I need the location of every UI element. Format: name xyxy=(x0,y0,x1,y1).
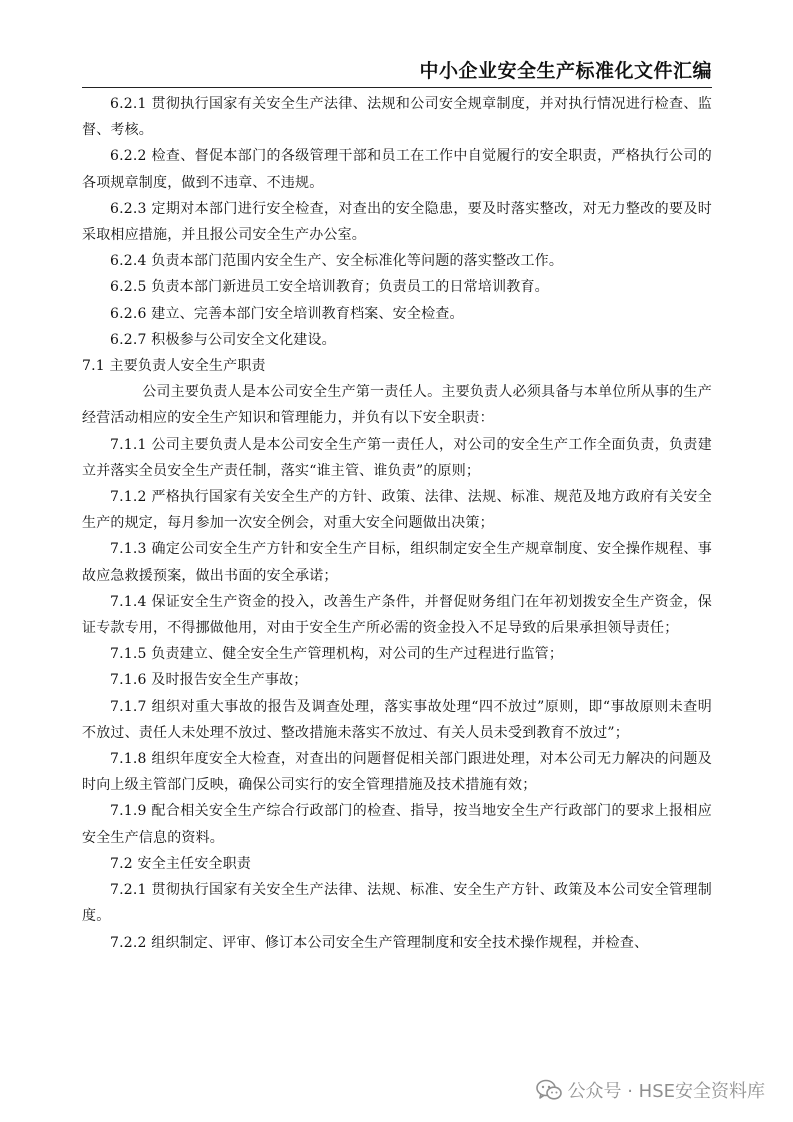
section-heading-7-1: 7.1 主要负责人安全生产职责 xyxy=(82,358,266,375)
paragraph-7-1-intro: 公司主要负责人是本公司安全生产第一责任人。主要负责人必须具备与本单位所从事的生产经营活动相应的安全生产知识和管理能力，并负有以下安全职责： xyxy=(82,384,712,427)
document-header-title: 中小企业安全生产标准化文件汇编 xyxy=(419,60,712,82)
paragraph-7-1-6: 7.1.6 及时报告安全生产事故； xyxy=(110,672,308,689)
paragraph-6-2-1: 6.2.1 贯彻执行国家有关安全生产法律、法规和公司安全规章制度，并对执行情况进行检查、监督、考核。 xyxy=(82,96,712,139)
header-divider xyxy=(82,87,712,88)
paragraph-7-1-3: 7.1.3 确定公司安全生产方针和安全生产目标，组织制定安全生产规章制度、安全操作规程、事故应急救援预案，做出书面的安全承诺； xyxy=(82,541,712,584)
paragraph-6-2-5: 6.2.5 负责本部门新进员工安全培训教育；负责员工的日常培训教育。 xyxy=(110,279,549,296)
paragraph-6-2-4: 6.2.4 负责本部门范围内安全生产、安全标准化等问题的落实整改工作。 xyxy=(110,253,564,270)
paragraph-6-2-3: 6.2.3 定期对本部门进行安全检查，对查出的安全隐患，要及时落实整改，对无力整改的要及时采取相应措施，并且报公司安全生产办公室。 xyxy=(82,200,712,244)
watermark xyxy=(536,1078,766,1102)
paragraph-7-2-2: 7.2.2 组织制定、评审、修订本公司安全生产管理制度和安全技术操作规程，并检查、 xyxy=(110,934,649,951)
paragraph-6-2-2: 6.2.2 检查、督促本部门的各级管理干部和员工在工作中自觉履行的安全职责，严格执行公司的各项规章制度，做到不违章、不违规。 xyxy=(82,148,712,191)
paragraph-7-1-7: 7.1.7 组织对重大事故的报告及调查处理，落实事故处理“四不放过”原则，即“事故原则未查明不放过、责任人未处理不放过、整改措施未落实不放过、有关人员未受到教育不放过”； xyxy=(82,698,712,741)
paragraph-7-1-1: 7.1.1 公司主要负责人是本公司安全生产第一责任人，对公司的安全生产工作全面负责，负责建立并落实全员安全生产责任制，落实“谁主管、谁负责”的原则； xyxy=(82,436,712,479)
paragraph-6-2-6: 6.2.6 建立、完善本部门安全培训教育档案、安全检查。 xyxy=(110,305,464,322)
paragraph-7-2-1: 7.2.1 贯彻执行国家有关安全生产法律、法规、标准、安全生产方针、政策及本公司安全管理制度。 xyxy=(82,882,712,925)
section-heading-7-2: 7.2 安全主任安全职责 xyxy=(110,855,252,872)
paragraph-7-1-9: 7.1.9 配合相关安全生产综合行政部门的检查、指导，按当地安全生产行政部门的要求上报相应安全生产信息的资料。 xyxy=(82,803,712,846)
document-body xyxy=(82,91,712,956)
paragraph-7-1-2: 7.1.2 严格执行国家有关安全生产的方针、政策、法律、法规、标准、规范及地方政府有关安全生产的规定，每月参加一次安全例会，对重大安全问题做出决策； xyxy=(82,489,712,532)
paragraph-6-2-7: 6.2.7 积极参与公司安全文化建设。 xyxy=(110,331,336,348)
wechat-icon xyxy=(536,1079,562,1101)
paragraph-7-1-8: 7.1.8 组织年度安全大检查，对查出的问题督促相关部门跟进处理，对本公司无力解决的问题及时向上级主管部门反映，确保公司实行的安全管理措施及技术措施有效； xyxy=(82,751,712,794)
paragraph-7-1-4: 7.1.4 保证安全生产资金的投入，改善生产条件，并督促财务组门在年初划拨安全生产资金，保证专款专用，不得挪做他用，对由于安全生产所必需的资金投入不足导致的后果承担领导责任； xyxy=(82,593,712,637)
paragraph-7-1-5: 7.1.5 负责建立、健全安全生产管理机构，对公司的生产过程进行监管； xyxy=(110,646,564,663)
watermark-text: 公众号 · HSE安全资料库 xyxy=(567,1081,765,1102)
